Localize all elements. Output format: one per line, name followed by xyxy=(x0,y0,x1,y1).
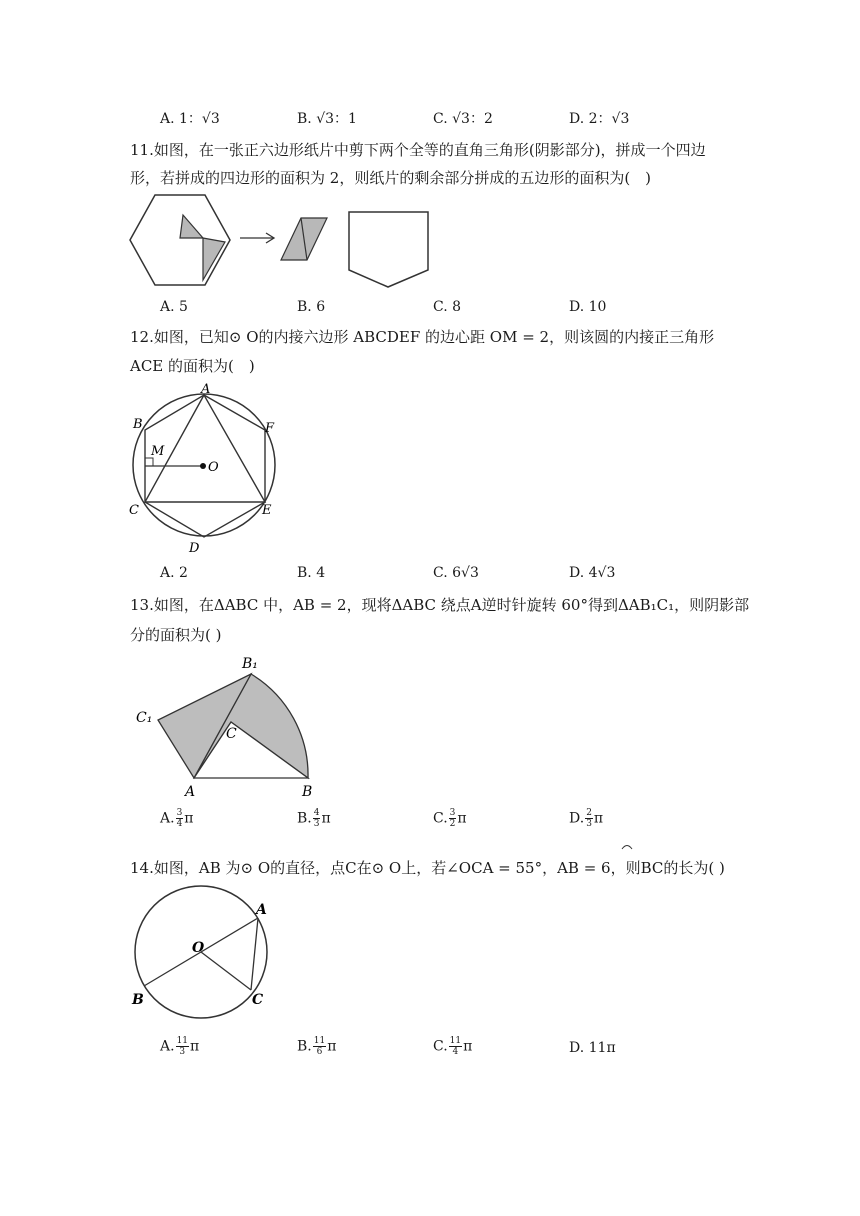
q11-shaded-triangle-top xyxy=(180,215,203,238)
q12-text-line2: ACE 的面积为( ) xyxy=(130,357,255,375)
q12-label-d: D xyxy=(189,541,200,555)
q11-text-line2: 形，若拼成的四边形的面积为 2，则纸片的剩余部分拼成的五边形的面积为( ) xyxy=(130,169,652,187)
q12-label-m: M xyxy=(151,444,165,459)
q14-option-d: D. 11π xyxy=(569,1040,616,1056)
q10-option-b: B. √3：1 xyxy=(297,111,357,127)
q11-text-line1: 11.如图，在一张正六边形纸片中剪下两个全等的直角三角形(阴影部分)，拼成一个四边 xyxy=(130,141,706,159)
q13-label-c1: C₁ xyxy=(136,710,153,726)
q11-pentagon xyxy=(349,212,428,287)
q12-label-o: O xyxy=(208,460,219,475)
q12-option-a: A. 2 xyxy=(160,565,188,581)
q14-text-line1: 14.如图，AB 为⊙ O的直径，点C在⊙ O上，若∠OCA = 55°，AB = 6，则BC的长为( ) xyxy=(130,859,725,877)
q14-option-a: A. $\frac{11}{3}$ π xyxy=(160,1036,200,1057)
q14-label-o: O xyxy=(192,940,205,956)
q13-label-b: B xyxy=(302,784,313,800)
q12-right-angle-mark xyxy=(145,458,153,466)
q11-option-b: B. 6 xyxy=(297,299,326,315)
q13-option-a: A. $\frac{3}{4}$ π xyxy=(160,808,194,829)
q14-figure xyxy=(128,880,288,1030)
q13-figure xyxy=(130,650,330,800)
q12-option-b: B. 4 xyxy=(297,565,326,581)
q10-option-c: C. √3：2 xyxy=(433,111,493,127)
q14-segment-ac xyxy=(251,918,258,990)
q12-label-e: E xyxy=(262,503,272,518)
q12-label-c: C xyxy=(129,503,139,518)
q14-arc-mark-icon xyxy=(620,842,634,850)
q11-option-a: A. 5 xyxy=(160,299,188,315)
q13-label-a: A xyxy=(185,784,196,800)
q13-option-c: C. $\frac{3}{2}$ π xyxy=(433,808,467,829)
q12-label-a: A xyxy=(201,382,211,397)
q11-option-d: D. 10 xyxy=(569,299,607,315)
q12-label-f: F xyxy=(265,421,275,436)
q12-option-d: D. 4√3 xyxy=(569,565,616,581)
q12-text-line1: 12.如图，已知⊙ O的内接六边形 ABCDEF 的边心距 OM = 2，则该圆的内接正三角形 xyxy=(130,328,715,346)
q12-center-dot xyxy=(200,463,206,469)
q14-label-a: A xyxy=(256,902,267,918)
q14-option-c: C. $\frac{11}{4}$ π xyxy=(433,1036,473,1057)
q10-option-d: D. 2：√3 xyxy=(569,111,630,127)
q14-option-b: B. $\frac{11}{6}$ π xyxy=(297,1036,337,1057)
q14-segment-oc xyxy=(201,952,251,990)
q13-text-line1: 13.如图，在ΔABC 中，AB = 2，现将ΔABC 绕点A逆时针旋转 60°得到ΔAB₁C₁，则阴影部 xyxy=(130,596,750,614)
q10-option-a: A. 1：√3 xyxy=(160,111,220,127)
q12-figure xyxy=(125,380,285,555)
q12-label-b: B xyxy=(133,417,143,432)
q13-label-b1: B₁ xyxy=(242,656,258,672)
q13-option-d: D. $\frac{2}{3}$ π xyxy=(569,808,604,829)
q14-label-b: B xyxy=(132,992,144,1008)
q13-label-c: C xyxy=(226,726,237,742)
q13-text-line2: 分的面积为( ) xyxy=(130,626,222,644)
q11-figure xyxy=(125,190,435,290)
q12-option-c: C. 6√3 xyxy=(433,565,479,581)
q14-label-c: C xyxy=(252,992,264,1008)
q11-option-c: C. 8 xyxy=(433,299,462,315)
q11-shaded-triangle-bottom xyxy=(203,238,225,280)
q13-option-b: B. $\frac{4}{3}$ π xyxy=(297,808,331,829)
